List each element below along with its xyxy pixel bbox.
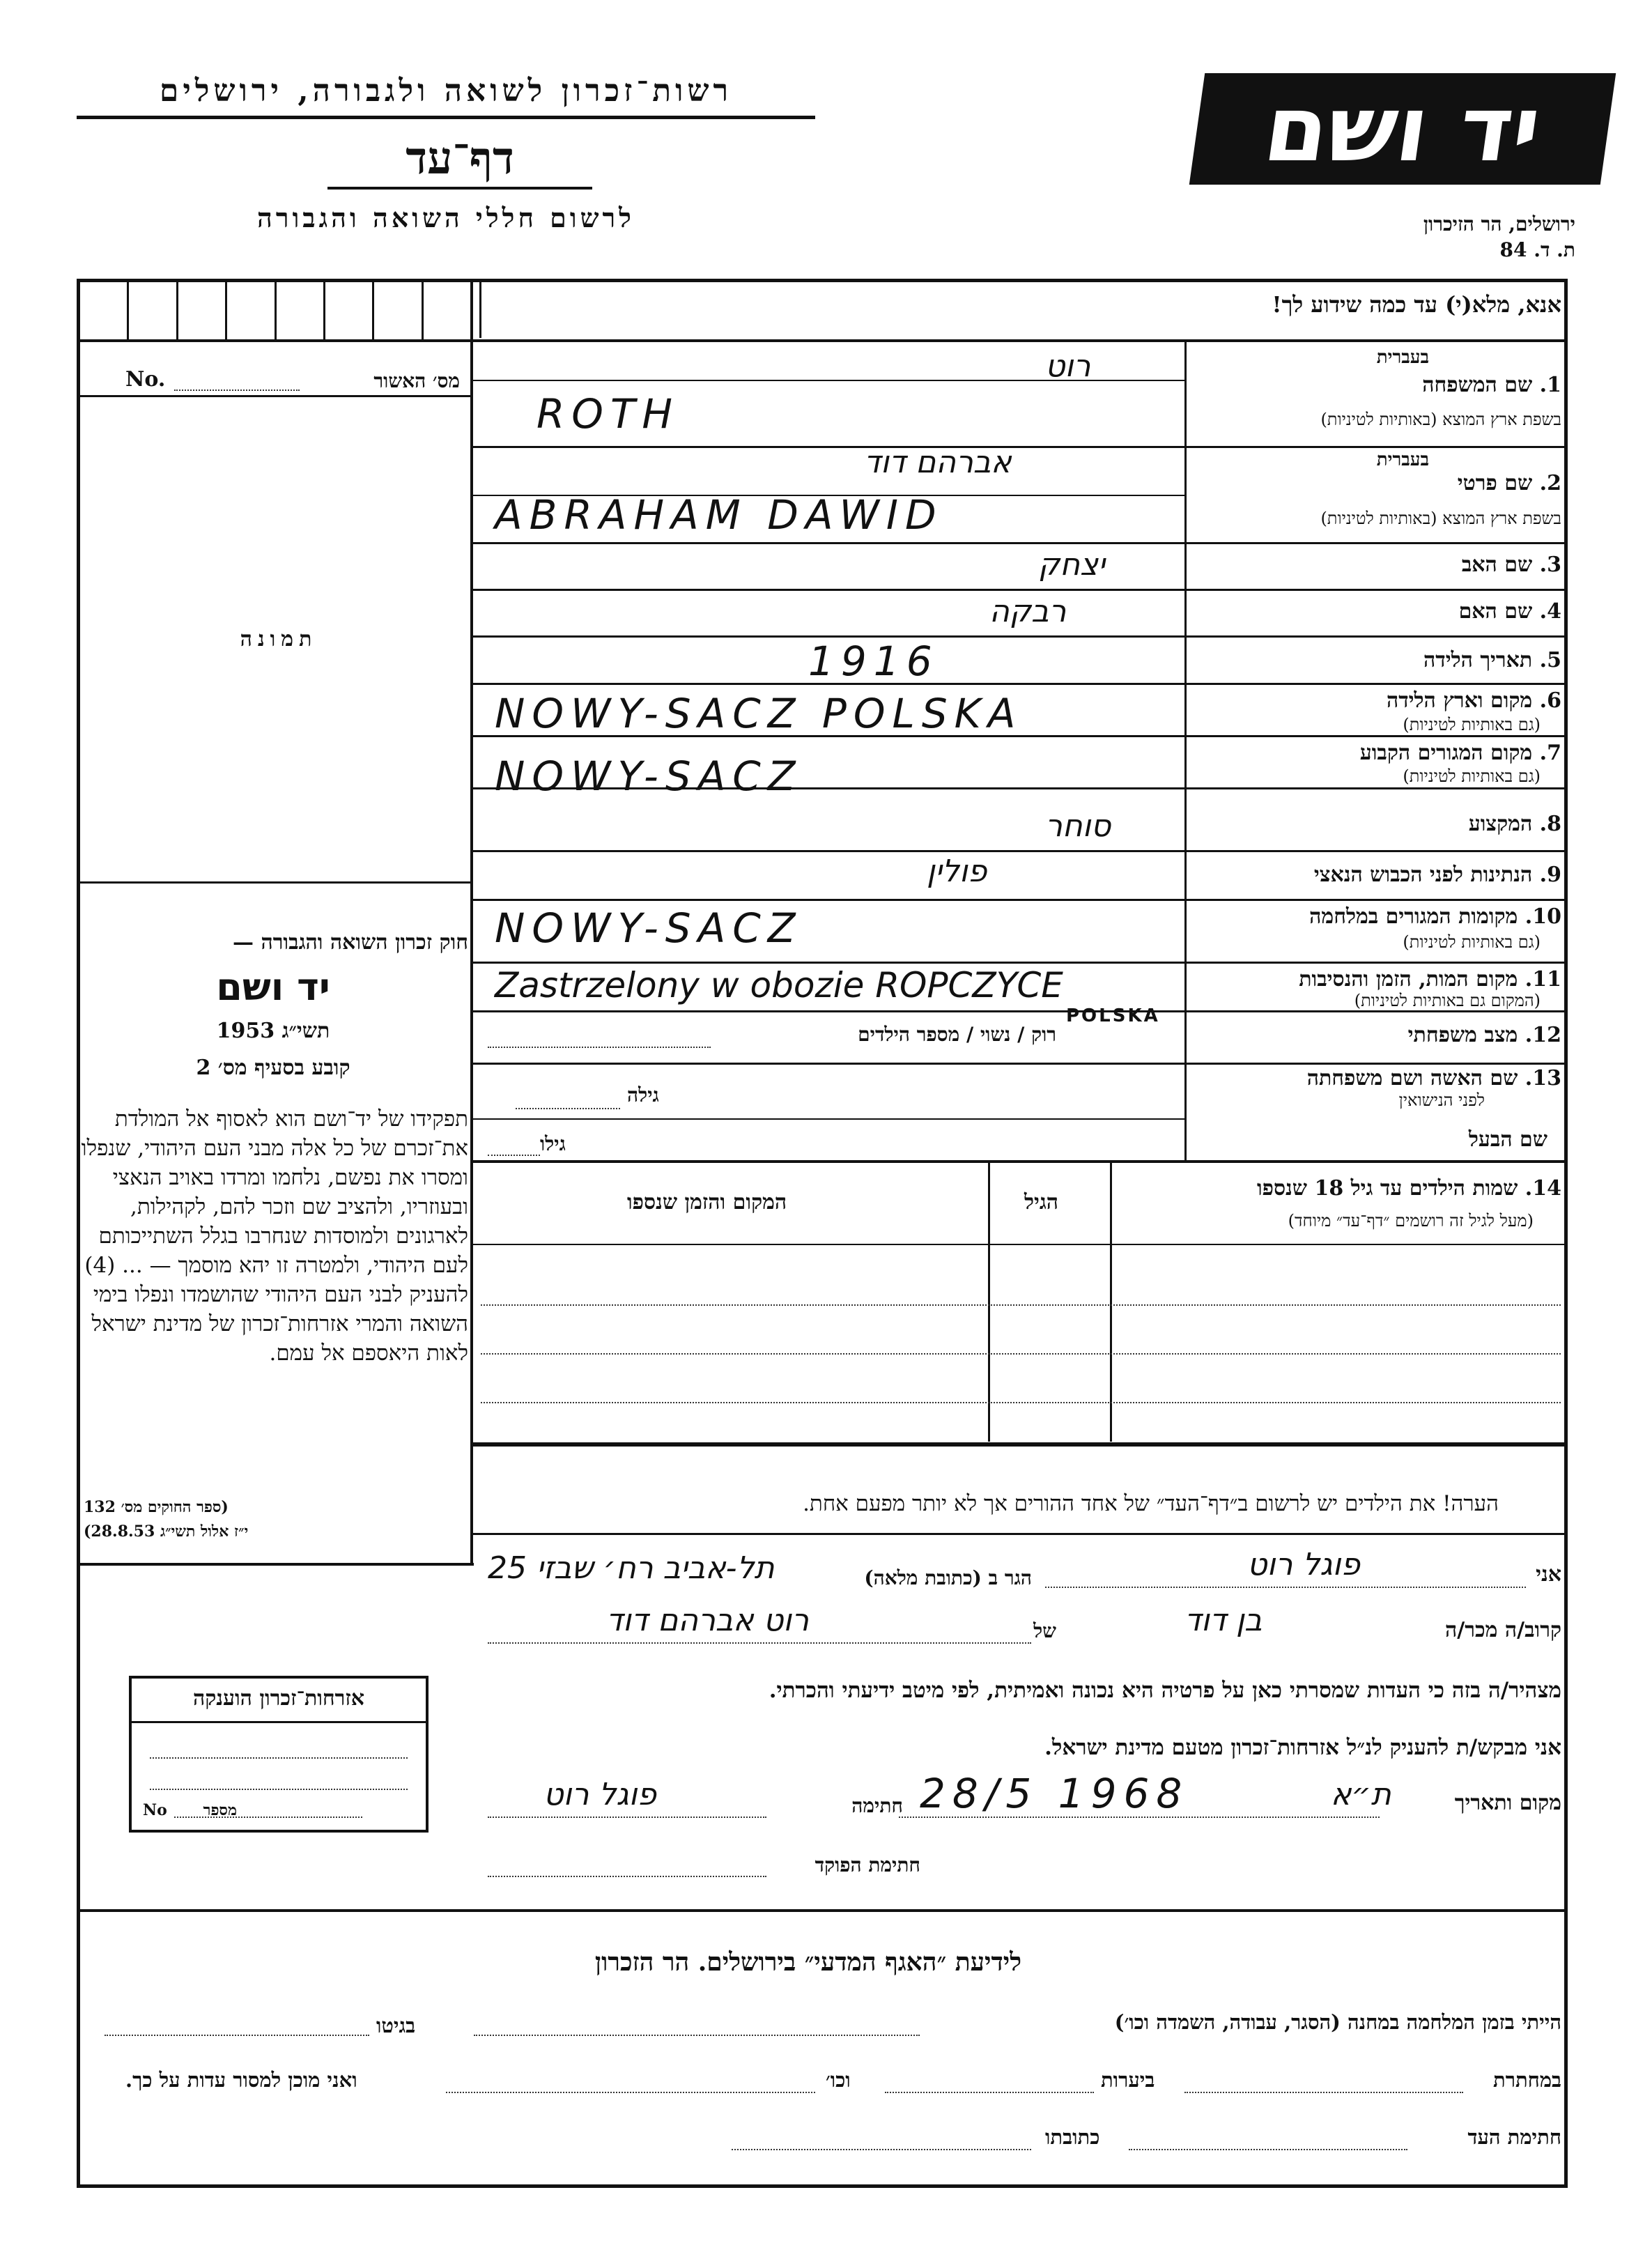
field-4-num: 4. <box>1539 599 1561 624</box>
decl-declare: מצהיר/ה בזה כי העדות שמסרתי כאן על פרטיה היא נכונה ואמיתית, לפי מיטב ידיעתי והכרתי. <box>769 1678 1561 1703</box>
form-subtitle: לרשום חללי השואה והגבורה <box>257 202 635 233</box>
title-underline <box>327 187 592 190</box>
field-3-num: 3. <box>1539 553 1561 577</box>
wife-name-field[interactable] <box>516 1106 620 1109</box>
citizenship-box-line[interactable] <box>150 1787 408 1790</box>
field-6-sub: (גם באותיות לטיניות) <box>1403 715 1541 734</box>
footer-line2-d: ואני מוכן למסור עדות על כך. <box>125 2068 357 2092</box>
footer-line2-b: ביערות <box>1101 2068 1155 2092</box>
column-divider <box>470 279 473 1564</box>
photo-label: תמונה <box>240 627 318 651</box>
decl-relation-value[interactable]: בן דוד <box>1184 1603 1263 1638</box>
org-name: רשות־זכרון לשואה ולגבורה, ירושלים <box>159 73 733 109</box>
citizenship-box-number-field[interactable] <box>174 1815 362 1818</box>
footer-underground-field[interactable] <box>1184 2090 1463 2093</box>
decl-officer-label: חתימת הפוקד <box>815 1853 920 1876</box>
header-rule <box>77 339 1568 342</box>
field-3-label <box>1462 553 1561 577</box>
footer-rule <box>77 1909 1568 1912</box>
field-12-text: מצב משפחתי <box>1407 1023 1518 1047</box>
children-bottom-rule <box>473 1442 1568 1447</box>
children-row[interactable] <box>481 1401 1561 1403</box>
row-rule <box>473 1118 1184 1120</box>
field-5-text: תאריך הלידה <box>1423 648 1533 672</box>
law-ref-2: י״ז אלול תשי״ג 28.8.53) <box>84 1522 249 1541</box>
citizenship-box-line[interactable] <box>150 1756 408 1759</box>
approval-no-label: No. <box>125 367 166 392</box>
field-4-label <box>1459 599 1561 624</box>
field-6-text: מקום וארץ הלידה <box>1386 688 1533 713</box>
org-underline <box>77 116 815 119</box>
field-10-label <box>1309 904 1561 929</box>
field-2-label <box>1458 471 1561 495</box>
decl-request: אני מבקש/ת להעניק לנ״ל אזרחות־זכרון מטעם מדינת ישראל. <box>1044 1735 1561 1760</box>
decl-i-label: אני <box>1536 1562 1561 1587</box>
note-rule <box>473 1533 1568 1535</box>
birthdate-value[interactable]: 1916 <box>808 638 939 685</box>
footer-forests-field[interactable] <box>885 2090 1094 2093</box>
footer-camp-field[interactable] <box>474 2033 920 2036</box>
birthplace-value[interactable]: NOWY-SACZ POLSKA <box>495 690 1023 737</box>
field-2-num: 2. <box>1539 471 1561 495</box>
death-country-value[interactable]: POLSKA <box>1066 1005 1160 1026</box>
field-11-text: מקום המות, הזמן והנסיבות <box>1299 967 1518 992</box>
citizenship-value[interactable]: פולין <box>927 854 987 889</box>
approval-no-heb: מס׳ האשור <box>373 369 460 392</box>
row-rule <box>473 899 1568 901</box>
decl-date-value[interactable]: 28/5 1968 <box>920 1770 1189 1817</box>
decl-signature-value[interactable]: פוגל רוט <box>543 1777 656 1812</box>
field-13-num: 13. <box>1524 1066 1561 1090</box>
father-value[interactable]: יצחק <box>1038 547 1105 583</box>
row-rule <box>473 635 1568 638</box>
children-col-divider <box>988 1163 990 1442</box>
row-rule <box>473 589 1568 591</box>
field-13-label <box>1307 1066 1561 1090</box>
field-12-label <box>1408 1023 1561 1047</box>
residence-value[interactable]: NOWY-SACZ <box>495 753 803 800</box>
row-rule <box>473 683 1568 685</box>
children-header-rule <box>473 1244 1568 1245</box>
field-7-sub: (גם באותיות לטיניות) <box>1403 766 1541 786</box>
approval-no-field[interactable] <box>174 388 300 391</box>
field-6-label <box>1387 688 1561 713</box>
field-6-num: 6. <box>1539 688 1561 713</box>
wartime-residence-value[interactable]: NOWY-SACZ <box>495 904 803 952</box>
footer-line2-c: וכו׳ <box>826 2068 851 2092</box>
field-7-num: 7. <box>1539 741 1561 765</box>
field-9-label <box>1314 863 1561 887</box>
field-13-text: שם האשה ושם משפחתה <box>1306 1066 1518 1090</box>
field-9-text: הנתינות לפני הכבוש הנאצי <box>1313 863 1533 887</box>
law-ref-1: (ספר החוקים מס׳ 132 <box>84 1498 229 1516</box>
field-13-sub: לפני הנישואין <box>1398 1090 1485 1110</box>
field-1-num: 1. <box>1539 373 1561 397</box>
marital-status: רוק / נשוי / מספר הילדים <box>858 1023 1056 1046</box>
decl-of-value[interactable]: רוט אברהם דוד <box>606 1603 809 1638</box>
citizenship-box-title: אזרחות־זכרון הוענקה <box>192 1686 365 1711</box>
decl-of-label: של <box>1033 1619 1056 1642</box>
decl-signature-field[interactable] <box>488 1815 766 1818</box>
marital-children-field[interactable] <box>488 1045 711 1048</box>
footer-line1-a: הייתי בזמן המלחמה במחנה (הסגר, עבודה, השמדה וכו׳) <box>1114 2010 1561 2034</box>
firstname-heb-value[interactable]: אברהם דוד <box>864 445 1012 480</box>
husband-name-field[interactable] <box>488 1153 540 1156</box>
field-1-heb-tag: בעברית <box>1376 347 1429 368</box>
field-1-sub: בשפת ארץ המוצא (באותיות לטיניות) <box>1320 410 1561 429</box>
field-10-num: 10. <box>1524 904 1561 929</box>
instruction: אנא, מלא(י) עד כמה שידוע לך! <box>1272 291 1561 318</box>
husband-name-prefix: גילו <box>540 1132 566 1155</box>
photo-rule <box>80 881 470 884</box>
field-5-label <box>1423 648 1561 672</box>
law-name: יד ושם <box>216 965 330 1009</box>
field-4-text: שם האם <box>1458 599 1533 624</box>
citizenship-box-no: No <box>143 1801 167 1819</box>
field-1-label <box>1422 373 1561 397</box>
surname-heb-value[interactable]: רוט <box>1045 348 1091 384</box>
field-11-num: 11. <box>1524 967 1561 992</box>
footer-witness-sign-field[interactable] <box>1129 2147 1407 2150</box>
footer-line3-b: כתובתו <box>1045 2125 1100 2149</box>
row-rule <box>473 1160 1568 1163</box>
footer-line1-b: בגיטו <box>376 2014 416 2037</box>
children-row[interactable] <box>481 1303 1561 1306</box>
field-1-text: שם המשפחה <box>1422 373 1533 397</box>
children-label: 14. שמות הילדים עד גיל 18 שנספו <box>1256 1176 1561 1201</box>
label-column-divider <box>1184 341 1187 1160</box>
citizenship-box-rule <box>129 1721 429 1723</box>
decl-signature-label: חתימה <box>851 1794 903 1817</box>
children-col-divider <box>1110 1163 1112 1442</box>
field-2-sub: בשפת ארץ המוצא (באותיות לטיניות) <box>1320 509 1561 528</box>
decl-of-field[interactable] <box>488 1641 1031 1644</box>
ruled-strip <box>80 282 470 341</box>
address: ירושלים, הר הזיכרון <box>1423 213 1575 236</box>
field-10-sub: (גם באותיות לטיניות) <box>1403 932 1541 952</box>
row-rule <box>473 446 1568 448</box>
footer-etc-field[interactable] <box>446 2090 815 2093</box>
law-section: קובע בסעיף מס׳ 2 <box>196 1056 350 1080</box>
footer-address-field[interactable] <box>732 2147 1031 2150</box>
children-row[interactable] <box>481 1352 1561 1355</box>
profession-value[interactable]: סוחר <box>1045 808 1111 844</box>
field-3-text: שם האב <box>1461 553 1533 577</box>
field-11-label <box>1299 967 1561 992</box>
note: הערה! את הילדים יש לרשום ב״דף־העד״ של אחד ההורים אך לא יותר מפעם אחת. <box>803 1491 1499 1516</box>
surname-lat-value[interactable]: ROTH <box>536 390 679 438</box>
footer-line2-a: במחתרת <box>1493 2068 1561 2092</box>
field-11-sub: (המקום גם באותיות לטיניות) <box>1354 991 1541 1010</box>
row-rule <box>473 1063 1568 1065</box>
footer-line3-a: חתימת העד <box>1467 2125 1561 2149</box>
mother-value[interactable]: רבקה <box>989 594 1067 629</box>
law-title: חוק זכרון השואה והגבורה — <box>233 930 468 955</box>
wife-name-prefix: גילה <box>627 1083 659 1106</box>
row-rule <box>473 542 1568 544</box>
decl-relation-label: קרוב/ה מכר/ה <box>1445 1618 1561 1642</box>
footer-heading: לידיעת ״האגף המדעי״ בירושלים. הר הזכרון <box>594 1948 1022 1977</box>
field-8-num: 8. <box>1539 812 1561 836</box>
field-2-heb-tag: בעברית <box>1376 449 1429 470</box>
decl-resident-label: הגר ב (כתובת מלאה) <box>864 1566 1032 1589</box>
field-7-text: מקום המגורים הקבוע <box>1359 741 1533 765</box>
field-5-num: 5. <box>1539 648 1561 672</box>
law-year: תשי״ג 1953 <box>216 1019 330 1043</box>
column-divider-top <box>479 279 481 338</box>
decl-place-value[interactable]: ת״א <box>1331 1777 1391 1812</box>
approval-rule <box>80 395 470 397</box>
yad-vashem-logo: יד ושם <box>1189 73 1616 185</box>
death-place-value[interactable]: Zastrzelony w obozie ROPCZYCE <box>495 965 1063 1005</box>
firstname-lat-value[interactable]: ABRAHAM DAWID <box>495 491 943 539</box>
children-col-age: הגיל <box>1024 1190 1059 1214</box>
decl-officer-field[interactable] <box>488 1874 766 1877</box>
pobox: ת. ד. 84 <box>1499 238 1575 261</box>
decl-i-field[interactable] <box>1045 1585 1526 1588</box>
field-2-text: שם פרטי <box>1457 471 1533 495</box>
decl-place-date-label: מקום ותאריך <box>1454 1791 1561 1815</box>
row-rule <box>473 962 1568 964</box>
row-rule <box>473 850 1568 852</box>
children-col-place: המקום והזמן שנספו <box>627 1190 787 1214</box>
field-10-text: מקומות המגורים במלחמה <box>1309 904 1518 929</box>
law-text: תפקידו של יד־ושם הוא לאסוף אל המולדת את־זכרם של כל אלה מבני העם היהודי, שנפלו ומסרו את נפשם, נלחמו ומרדו באויב הנאצי ובעוזריו, ולהציב שם וזכר להם, לקהילות, לארגונים ולמוסדות שנחרבו בגלל השתייכותם לעם היהודי, ולמטרה זו יהא מוסמך — ... (4) להעניק לבני העם היהודי שהושמדו ונפלו בימי השואה והמרי אזרחות־זכרון של מדינת ישראל לאות היאספם אל עמם. <box>81 1106 468 1366</box>
footer-ghetto-field[interactable] <box>105 2033 369 2036</box>
decl-resident-value[interactable]: תל-אביב רח׳ שבזי 25 <box>488 1550 775 1586</box>
children-sub: (מעל לגיל זה רושמים ״דף־עד״ מיוחד) <box>1288 1211 1534 1231</box>
citizenship-box-number: מספר <box>203 1801 237 1819</box>
field-9-num: 9. <box>1539 863 1561 887</box>
husband-label: שם הבעל <box>1468 1127 1547 1152</box>
field-8-label <box>1469 812 1561 836</box>
form-title: דף־עד <box>406 132 514 185</box>
decl-date-field[interactable] <box>899 1815 1380 1818</box>
field-12-num: 12. <box>1524 1023 1561 1047</box>
law-bottom-rule <box>77 1563 474 1566</box>
decl-i-value[interactable]: פוגל רוט <box>1247 1547 1360 1582</box>
field-8-text: המקצוע <box>1468 812 1533 836</box>
field-7-label <box>1360 741 1561 765</box>
